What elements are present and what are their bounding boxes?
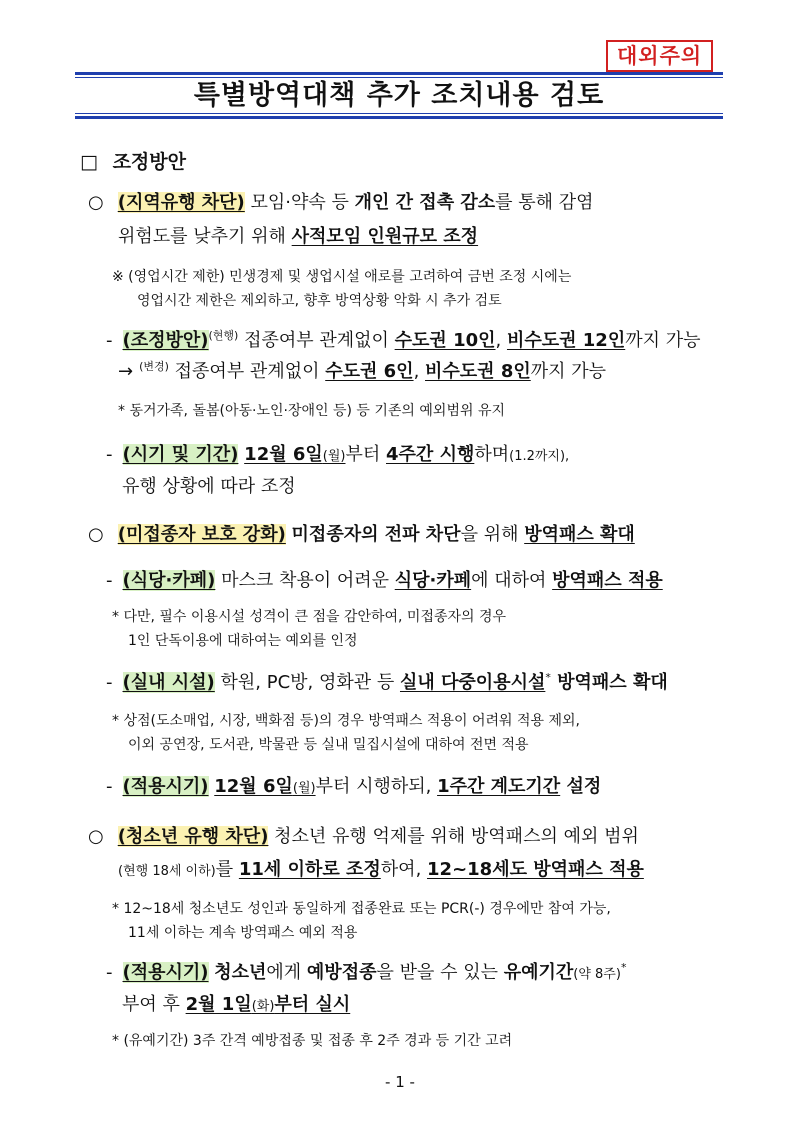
text-bold-underline: 방역패스 확대 xyxy=(524,524,635,545)
item-2-sub-1-note-line-1 xyxy=(112,606,506,628)
text-bold: 설정 xyxy=(560,776,602,797)
text: 청소년 유행 억제를 위해 방역패스의 예외 범위 xyxy=(268,826,639,847)
text: 하여, xyxy=(380,859,428,880)
text: 부터 xyxy=(345,444,386,465)
text-bold: 청소년 xyxy=(214,962,267,983)
dash-icon: - xyxy=(106,776,113,797)
text-bold-underline: 수도권 6인 xyxy=(325,361,414,382)
text: 12~18세 청소년도 성인과 동일하게 접종완료 또는 PCR(-) 경우에만 참여 가능, xyxy=(119,901,611,917)
dash-icon: - xyxy=(106,570,113,591)
text: 를 통해 감염 xyxy=(495,192,594,213)
text: 접종여부 관계없이 xyxy=(238,330,395,351)
text-bold: 방역패스 확대 xyxy=(550,672,668,693)
text-small: (월) xyxy=(322,449,346,464)
text-bold: 개인 간 접촉 감소 xyxy=(354,192,496,213)
text: 유행 상황에 따라 조정 xyxy=(122,476,296,497)
section-title: 조정방안 xyxy=(112,151,186,173)
dash-icon: - xyxy=(106,444,113,465)
item-3-tag: (청소년 유행 차단) xyxy=(117,826,269,847)
asterisk-icon: * xyxy=(118,403,125,419)
text: 동거가족, 돌봄(아동·노인·장애인 등) 등 기존의 예외범위 유지 xyxy=(125,403,506,419)
text-small: (약 8주) xyxy=(573,967,621,982)
sub-tag: (적용시기) xyxy=(122,776,209,797)
item-1-sub-2-line-2 xyxy=(122,472,296,502)
text-bold-underline: 11세 이하로 조정 xyxy=(238,859,381,880)
item-1-sub-1-note xyxy=(118,400,505,422)
text: 영업시간 제한은 제외하고, 향후 방역상황 악화 시 추가 검토 xyxy=(137,293,502,309)
text-bold: 미접종자의 전파 차단 xyxy=(291,524,461,545)
text-bold-underline: 사적모임 인원규모 조정 xyxy=(291,226,479,247)
title-rule-bottom-thin xyxy=(75,113,723,114)
text: 부여 후 xyxy=(122,994,186,1015)
arrow-right-icon: → xyxy=(118,361,134,382)
item-1-note-line-2 xyxy=(137,290,502,312)
text-bold-underline: 방역패스 적용 xyxy=(552,570,663,591)
sub-tag: (적용시기) xyxy=(122,962,209,983)
item-2-sub-2-note-line-2 xyxy=(128,734,529,756)
superscript: (변경) xyxy=(139,360,169,373)
text: , xyxy=(495,330,507,351)
bullet-circle-icon: ○ xyxy=(88,524,104,545)
dash-icon: - xyxy=(106,330,113,351)
section-heading xyxy=(80,147,186,174)
text: , xyxy=(413,361,426,382)
item-3-sub-1-line-2 xyxy=(122,990,350,1022)
item-1-line-1 xyxy=(88,188,594,218)
text: 을 위해 xyxy=(460,524,525,545)
sub-tag: (식당·카페) xyxy=(122,570,216,591)
text: 을 받을 수 있는 xyxy=(376,962,504,983)
item-2-sub-1-line-1 xyxy=(106,566,663,596)
text: 를 xyxy=(215,859,239,880)
text: 에 대하여 xyxy=(471,570,553,591)
item-2-sub-3-line-1 xyxy=(106,772,601,804)
text: (유예기간) 3주 간격 예방접종 및 접종 후 2주 경과 등 기간 고려 xyxy=(119,1033,513,1049)
text: 까지 가능 xyxy=(625,330,701,351)
text-small: (현행 18세 이하) xyxy=(118,864,216,879)
text-small: (1.2까지), xyxy=(509,449,570,464)
text: 까지 가능 xyxy=(530,361,607,382)
text: 접종여부 관계없이 xyxy=(168,361,326,382)
text: 학원, PC방, 영화관 등 xyxy=(214,672,400,693)
title-rule-bottom xyxy=(75,116,723,119)
asterisk-icon: * xyxy=(112,901,119,917)
text-bold-underline: 식당·카페 xyxy=(394,570,472,591)
item-3-sub-1-note xyxy=(112,1030,512,1052)
item-1-sub-1-line-2 xyxy=(118,357,606,387)
item-3-sub-1-line-1 xyxy=(106,958,626,990)
item-2-sub-2-line-1 xyxy=(106,668,668,698)
page-title: 특별방역대책 추가 조치내용 검토 xyxy=(193,80,605,111)
sub-tag: (조정방안) xyxy=(122,330,209,351)
bullet-circle-icon: ○ xyxy=(88,826,104,847)
item-3-note-line-1 xyxy=(112,898,611,920)
text: 이외 공연장, 도서관, 박물관 등 실내 밀집시설에 대하여 전면 적용 xyxy=(128,737,529,753)
text-bold-underline: 2월 1일 xyxy=(185,994,252,1015)
text: 다만, 필수 이용시설 성격이 큰 점을 감안하여, 미접종자의 경우 xyxy=(119,609,507,625)
text-bold-underline: 비수도권 12인 xyxy=(506,330,626,351)
text: 마스크 착용이 어려운 xyxy=(215,570,395,591)
text-bold: 유예기간 xyxy=(503,962,574,983)
section-checkbox-icon: □ xyxy=(80,151,98,173)
text-bold-underline: 비수도권 8인 xyxy=(425,361,531,382)
text-bold-underline: 12월 6일 xyxy=(244,444,323,465)
text-bold-underline: 12~18세도 방역패스 적용 xyxy=(427,859,644,880)
dash-icon: - xyxy=(106,962,113,983)
text: 1인 단독이용에 대하여는 예외를 인정 xyxy=(128,633,358,649)
asterisk-icon: * xyxy=(112,609,119,625)
item-1-line-2 xyxy=(118,222,478,252)
text-bold-underline: 12월 6일 xyxy=(214,776,293,797)
text-small: (화) xyxy=(251,999,275,1014)
text-small: (월) xyxy=(292,781,316,796)
text-bold-underline: 4주간 시행 xyxy=(386,444,475,465)
text: 모임·약속 등 xyxy=(244,192,355,213)
title-rule-top-thin xyxy=(75,77,723,78)
notice-badge: 대외주의 xyxy=(606,40,713,72)
item-2-line-1 xyxy=(88,520,635,550)
text: 하며 xyxy=(474,444,510,465)
text-bold-underline: 수도권 10인 xyxy=(394,330,496,351)
text: 부터 시행하되, xyxy=(315,776,438,797)
item-3-line-2 xyxy=(118,855,644,887)
text-bold-underline: 부터 실시 xyxy=(274,994,351,1015)
superscript: (현행) xyxy=(208,329,239,342)
text: (영업시간 제한) 민생경제 및 생업시설 애로를 고려하여 금번 조정 시에는 xyxy=(123,269,572,285)
title-box xyxy=(75,72,723,120)
asterisk-icon: * xyxy=(112,713,119,729)
page-number: - 1 - xyxy=(385,1073,415,1091)
asterisk-icon: * xyxy=(112,1033,119,1049)
text-bold-underline: 1주간 계도기간 xyxy=(437,776,561,797)
bullet-circle-icon: ○ xyxy=(88,192,104,213)
item-1-sub-1-line-1 xyxy=(106,326,701,356)
dash-icon: - xyxy=(106,672,113,693)
superscript: * xyxy=(545,671,551,684)
sub-tag: (시기 및 기간) xyxy=(122,444,239,465)
item-1-note-line-1 xyxy=(112,266,571,288)
text: 위험도를 낮추기 위해 xyxy=(118,226,292,247)
text: 11세 이하는 계속 방역패스 예외 적용 xyxy=(128,925,358,941)
text: 에게 xyxy=(266,962,307,983)
item-1-sub-2-line-1 xyxy=(106,440,569,472)
item-2-sub-1-note-line-2 xyxy=(128,630,358,652)
item-2-tag: (미접종자 보호 강화) xyxy=(117,524,286,545)
item-1-tag: (지역유행 차단) xyxy=(117,192,245,213)
item-3-line-1 xyxy=(88,822,639,852)
text-bold: 예방접종 xyxy=(306,962,377,983)
superscript: * xyxy=(620,961,627,974)
title-rule-top xyxy=(75,72,723,75)
sub-tag: (실내 시설) xyxy=(122,672,215,693)
text-bold-underline: 실내 다중이용시설 xyxy=(399,672,546,693)
text: 상점(도소매업, 시장, 백화점 등)의 경우 방역패스 적용이 어려워 적용 제외, xyxy=(119,713,580,729)
note-mark-icon: ※ xyxy=(112,269,124,285)
item-3-note-line-2 xyxy=(128,922,357,944)
item-2-sub-2-note-line-1 xyxy=(112,710,580,732)
